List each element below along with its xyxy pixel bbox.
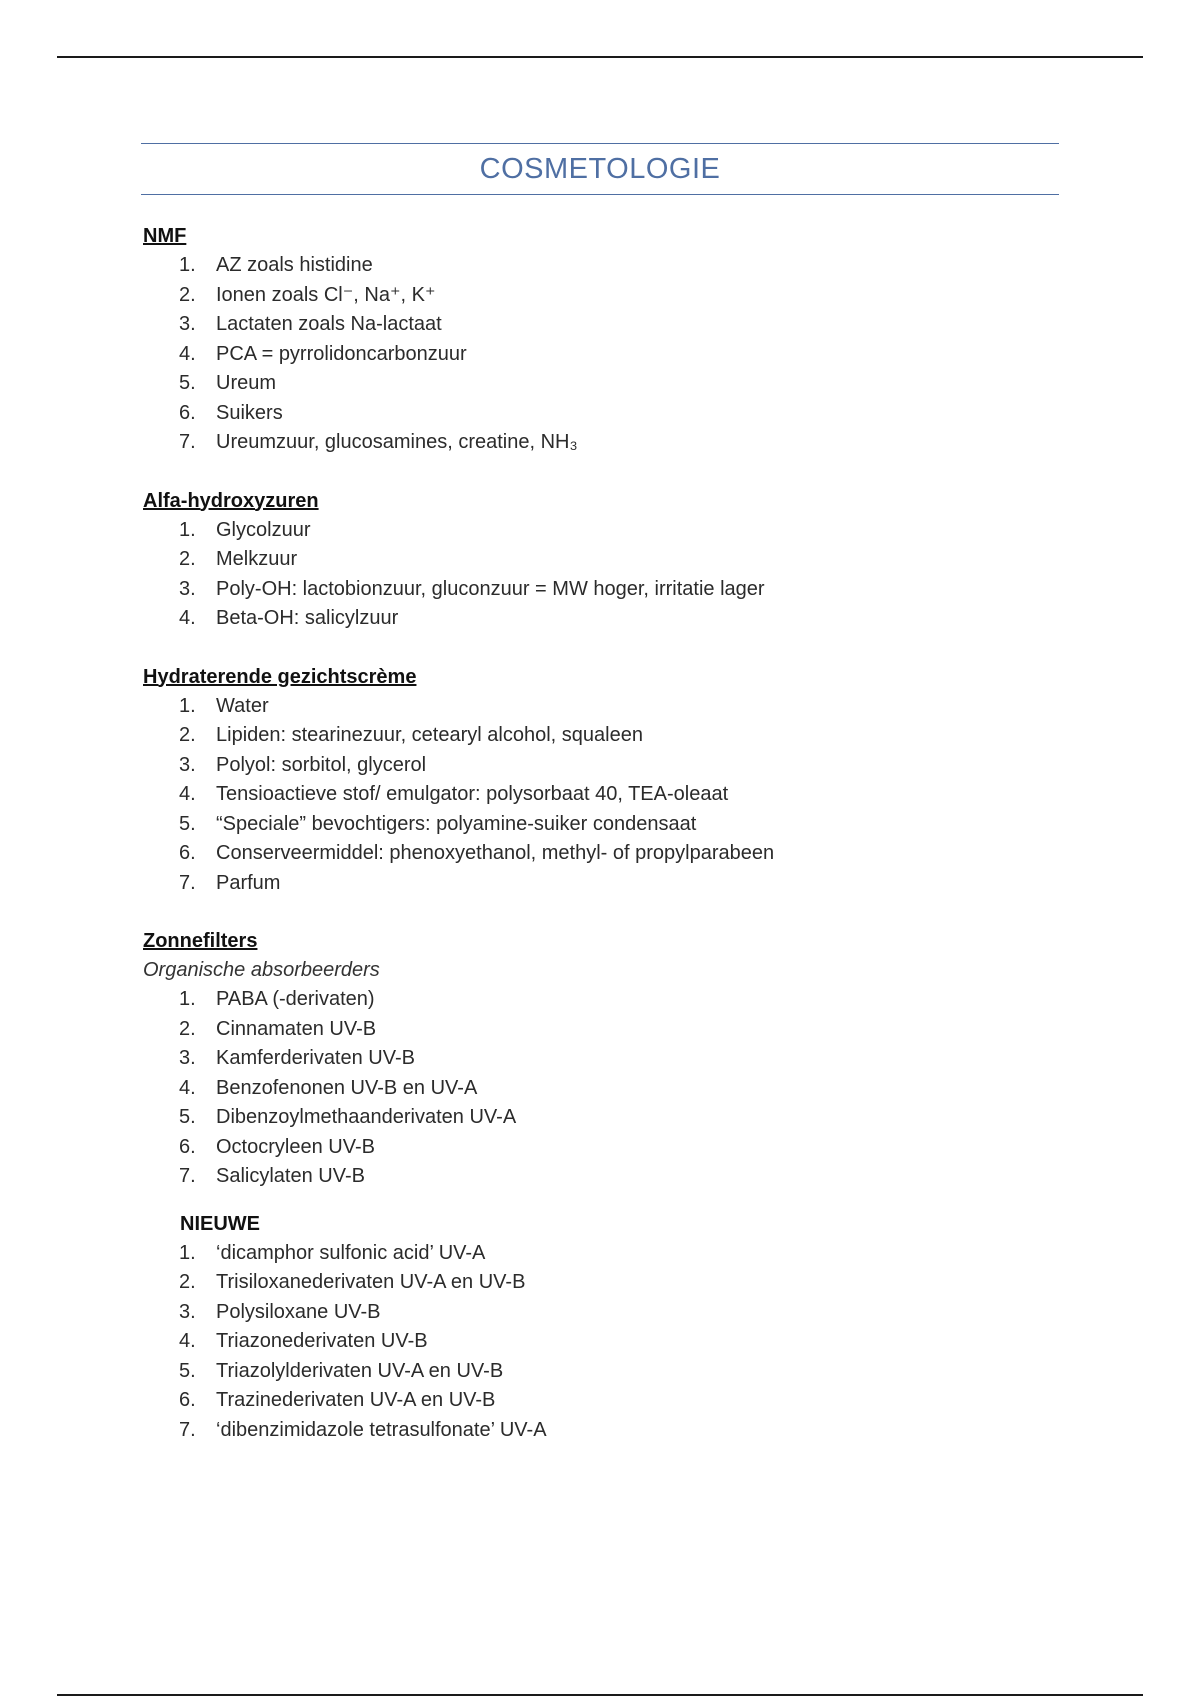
list-item: 6. Suikers [179, 401, 283, 424]
list-item: 2. Ionen zoals Cl⁻, Na⁺, K⁺ [179, 283, 436, 306]
list-item: 2. Melkzuur [179, 548, 298, 570]
list-item: 3. Lactaten zoals Na-lactaat [179, 313, 442, 335]
section-title: NMF [143, 225, 187, 247]
section-title: Hydraterende gezichtscrème [143, 665, 417, 688]
page-bottom-rule [57, 1694, 1143, 1696]
section-title: Alfa-hydroxyzuren [143, 489, 319, 512]
list-item: 5. Ureum [179, 372, 277, 394]
section-alfa-hydroxyzuren [143, 487, 1043, 634]
section-hydraterende-gezichtscreme [143, 663, 1043, 899]
list-item: 6. Conserveermiddel: phenoxyethanol, methyl- of propylparabeen [179, 842, 775, 864]
list-item: 3. Polyol: sorbitol, glycerol [179, 753, 427, 776]
list-item: 4. Triazonederivaten UV-B [179, 1330, 428, 1352]
subgroup-nieuwe [143, 1210, 1043, 1446]
list-item: 4. Tensioactieve stof/ emulgator: polysorbaat 40, TEA-oleaat [179, 783, 729, 805]
numbered-list [143, 985, 1043, 1192]
page-top-rule [57, 56, 1143, 58]
subgroup-title: NIEUWE [180, 1212, 260, 1235]
list-item: 2. Cinnamaten UV-B [179, 1017, 377, 1040]
title-block [141, 143, 1059, 195]
list-item: 3. Poly-OH: lactobionzuur, gluconzuur = MW hoger, irritatie lager [179, 577, 765, 600]
list-item: 1. AZ zoals histidine [179, 254, 373, 276]
list-item: 4. Beta-OH: salicylzuur [179, 607, 399, 629]
list-item: 4. PCA = pyrrolidoncarbonzuur [179, 342, 467, 365]
page-title: COSMETOLOGIE [479, 152, 721, 185]
list-item: 1. Water [179, 694, 269, 717]
section-subtitle: Organische absorbeerders [143, 959, 380, 981]
list-item: 5. Dibenzoylmethaanderivaten UV-A [179, 1106, 517, 1128]
list-item: 7. Salicylaten UV-B [179, 1165, 365, 1187]
numbered-list [143, 251, 1043, 458]
list-item: 2. Trisiloxanederivaten UV-A en UV-B [179, 1271, 526, 1293]
section-nmf [143, 222, 1043, 458]
numbered-list [143, 516, 1043, 634]
list-item: 5. Triazolylderivaten UV-A en UV-B [179, 1359, 504, 1382]
list-item: 6. Octocryleen UV-B [179, 1135, 375, 1158]
list-item: 3. Polysiloxane UV-B [179, 1300, 381, 1323]
list-item: 1. ‘dicamphor sulfonic acid’ UV-A [179, 1241, 486, 1264]
list-item: 7. Ureumzuur, glucosamines, creatine, NH₃ [179, 431, 578, 453]
section-title: Zonnefilters [143, 930, 258, 952]
list-item: 6. Trazinederivaten UV-A en UV-B [179, 1389, 496, 1411]
section-zonnefilters [143, 927, 1043, 1445]
list-item: 7. ‘dibenzimidazole tetrasulfonate’ UV-A [179, 1418, 547, 1441]
list-item: 3. Kamferderivaten UV-B [179, 1047, 415, 1069]
numbered-list [143, 692, 1043, 899]
list-item: 2. Lipiden: stearinezuur, cetearyl alcohol, squaleen [179, 724, 643, 746]
numbered-list [143, 1239, 1043, 1446]
list-item: 1. Glycolzuur [179, 518, 311, 541]
list-item: 1. PABA (-derivaten) [179, 988, 375, 1010]
document-body [143, 222, 1043, 1474]
list-item: 4. Benzofenonen UV-B en UV-A [179, 1076, 478, 1099]
list-item: 7. Parfum [179, 871, 281, 894]
list-item: 5. “Speciale” bevochtigers: polyamine-suiker condensaat [179, 812, 697, 835]
